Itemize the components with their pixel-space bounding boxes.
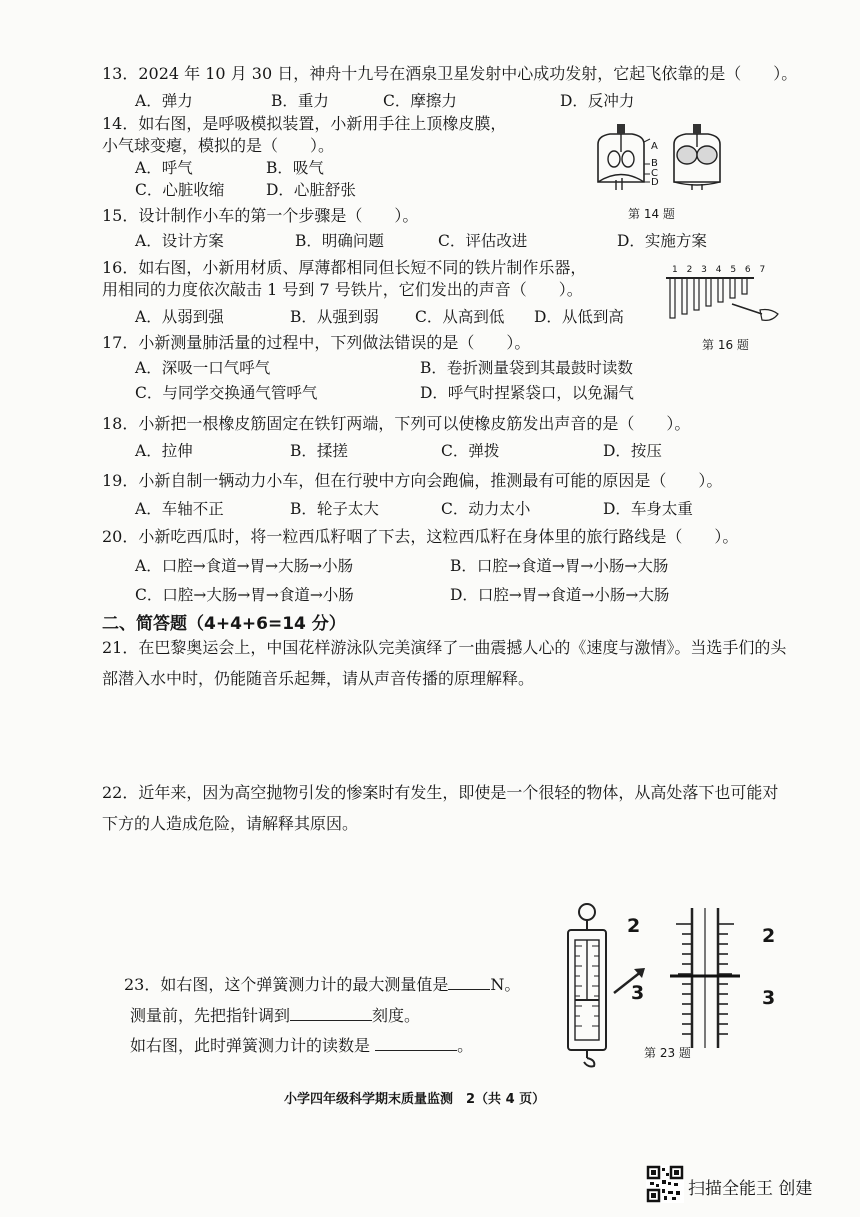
q17-option-a: A．深吸一口气呼气 <box>135 359 271 377</box>
q22-text: 22．近年来，因为高空抛物引发的惨案时有发生，即使是一个很轻的物体，从高处落下也可能对下方的人造成危险，请解释其原因。 <box>102 783 779 833</box>
q17-option-c: C．与同学交换通气管呼气 <box>135 384 318 402</box>
q20-option-b: B．口腔→食道→胃→小肠→大肠 <box>450 557 669 575</box>
q20-option-c: C．口腔→大肠→胃→食道→小肠 <box>135 586 354 604</box>
q16-option-b: B．从强到弱 <box>290 308 379 326</box>
q23-answer-blank-3[interactable] <box>375 1034 457 1051</box>
scale-label-3-right: 3 <box>762 987 776 1009</box>
scale-label-2-right: 2 <box>762 925 776 947</box>
q23-line2-text: 测量前，先把指针调到 <box>130 1006 291 1025</box>
q23-line2-unit: 刻度。 <box>372 1006 421 1025</box>
q15-option-a: A．设计方案 <box>135 232 224 250</box>
q19-option-a: A．车轴不正 <box>135 500 224 518</box>
q15-option-d: D．实施方案 <box>617 232 707 250</box>
q14-label-a: A <box>651 141 658 152</box>
q13-option-c: C．摩擦力 <box>383 92 457 110</box>
q13-option-a: A．弹力 <box>135 92 193 110</box>
q23-line2 <box>130 1004 420 1026</box>
section-2-title: 二、简答题（4+4+6=14 分） <box>102 614 346 634</box>
q14-option-d: D．心脏舒张 <box>266 181 356 199</box>
scale-label-2-left: 2 <box>627 915 641 937</box>
q14-stem-line1: 14．如右图，是呼吸模拟装置，小新用手往上顶橡皮膜， <box>102 114 507 133</box>
q23-line3-end: 。 <box>457 1036 474 1055</box>
q23-line1-unit: N。 <box>490 975 521 994</box>
q18-option-d: D．按压 <box>603 442 662 460</box>
q23-line1-text: 23．如右图，这个弹簧测力计的最大测量值是 <box>124 975 449 994</box>
q16-option-c: C．从高到低 <box>415 308 505 326</box>
q15-option-c: C．评估改进 <box>438 232 528 250</box>
q20-option-d: D．口腔→胃→食道→小肠→大肠 <box>450 586 670 604</box>
q14-caption: 第 14 题 <box>628 207 675 221</box>
scale-label-3-left: 3 <box>631 982 645 1004</box>
q20-stem: 20．小新吃西瓜时，将一粒西瓜籽咽了下去，这粒西瓜籽在身体里的旅行路线是（ ）。 <box>102 527 739 546</box>
q23-line3-text: 如右图，此时弹簧测力计的读数是 <box>130 1036 371 1055</box>
q23-answer-blank-1[interactable] <box>448 973 490 990</box>
q16-bar-numbers: 1 2 3 4 5 6 7 <box>672 265 769 275</box>
q13-option-b: B．重力 <box>271 92 329 110</box>
q16-option-d: D．从低到高 <box>534 308 624 326</box>
q19-option-c: C．动力太小 <box>441 500 531 518</box>
q19-stem: 19．小新自制一辆动力小车，但在行驶中方向会跑偏，推测最有可能的原因是（ ）。 <box>102 471 723 490</box>
q19-option-d: D．车身太重 <box>603 500 693 518</box>
q17-option-d: D．呼气时捏紧袋口，以免漏气 <box>420 384 634 402</box>
q14-option-c: C．心脏收缩 <box>135 181 225 199</box>
q23-answer-blank-2[interactable] <box>290 1004 372 1021</box>
page-footer: 小学四年级科学期末质量监测 2（共 4 页） <box>284 1092 546 1107</box>
q15-option-b: B．明确问题 <box>295 232 384 250</box>
q23-line3 <box>130 1034 473 1056</box>
qr-code-icon <box>646 1165 684 1203</box>
watermark-text: 扫描全能王 创建 <box>688 1179 813 1199</box>
q17-option-b: B．卷折测量袋到其最鼓时读数 <box>420 359 633 377</box>
q14-option-b: B．吸气 <box>266 159 324 177</box>
q18-option-c: C．弹拨 <box>441 442 500 460</box>
q16-option-a: A．从弱到强 <box>135 308 224 326</box>
q14-label-b: B <box>651 158 658 169</box>
q16-stem-line1: 16．如右图，小新用材质、厚薄都相同但长短不同的铁片制作乐器， <box>102 258 587 277</box>
q14-stem-line2: 小气球变瘪，模拟的是（ ）。 <box>102 136 335 155</box>
q19-option-b: B．轮子太大 <box>290 500 379 518</box>
q20-option-a: A．口腔→食道→胃→大肠→小肠 <box>135 557 354 575</box>
q16-stem-line2: 用相同的力度依次敲击 1 号到 7 号铁片，它们发出的声音（ ）。 <box>102 280 583 299</box>
scanner-watermark <box>646 1165 836 1203</box>
q14-label-d: D <box>651 177 659 188</box>
q14-option-a: A．呼气 <box>135 159 193 177</box>
q16-metal-bars-figure <box>664 274 784 324</box>
q17-stem: 17．小新测量肺活量的过程中，下列做法错误的是（ ）。 <box>102 333 531 352</box>
spring-scale-figure <box>558 900 616 1068</box>
q18-option-a: A．拉伸 <box>135 442 193 460</box>
q18-option-b: B．揉搓 <box>290 442 348 460</box>
q14-label-c: C <box>651 168 658 179</box>
q13-stem: 13．2024 年 10 月 30 日，神舟十九号在酒泉卫星发射中心成功发射，它起飞依靠的是（ ）。 <box>102 64 798 83</box>
q21-text: 21．在巴黎奥运会上，中国花样游泳队完美演绎了一曲震撼人心的《速度与激情》。当选手们的头部潜入水中时，仍能随音乐起舞，请从声音传播的原理解释。 <box>102 638 787 688</box>
q23-caption: 第 23 题 <box>644 1046 691 1060</box>
q23-line1 <box>124 973 520 995</box>
q13-option-d: D．反冲力 <box>560 92 635 110</box>
q16-caption: 第 16 题 <box>702 338 749 352</box>
q14-breathing-model-figure <box>588 122 738 192</box>
spring-scale-zoom-figure <box>650 908 758 1048</box>
q15-stem: 15．设计制作小车的第一个步骤是（ ）。 <box>102 206 419 225</box>
q18-stem: 18．小新把一根橡皮筋固定在铁钉两端，下列可以使橡皮筋发出声音的是（ ）。 <box>102 414 691 433</box>
